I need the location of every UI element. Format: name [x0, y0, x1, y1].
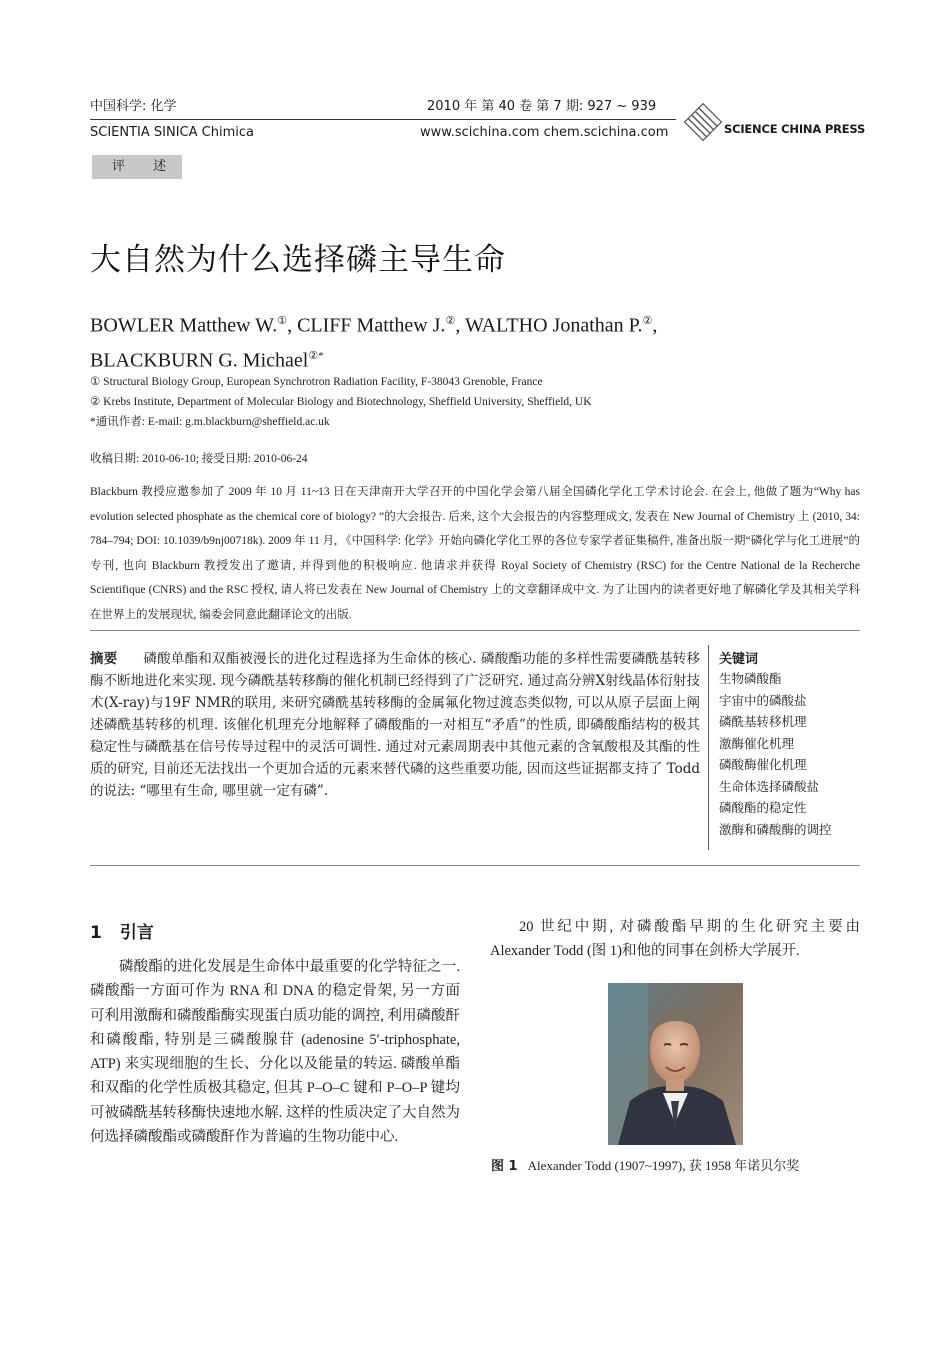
abstract-divider: [708, 645, 709, 850]
author-name: , WALTHO Jonathan P.: [455, 314, 643, 337]
keyword-item: 生命体选择磷酸盐: [719, 778, 820, 794]
section-number: 1: [90, 923, 102, 943]
issue-info: 2010 年 第 40 卷 第 7 期: 927 ~ 939: [427, 99, 657, 114]
author-name: , CLIFF Matthew J.: [287, 314, 446, 337]
section-title: 引言: [119, 923, 154, 943]
author-affiliation-mark: ①: [277, 315, 288, 327]
keywords-title: 关键词: [719, 652, 759, 667]
abstract-label: 摘要: [90, 651, 118, 667]
figure-caption: [491, 1155, 799, 1174]
abstract: [90, 648, 700, 802]
article-title: 大自然为什么选择磷主导生命: [90, 242, 506, 278]
article-type-tag: 评 述: [92, 155, 182, 179]
keywords-list: [719, 668, 832, 840]
author-name: BOWLER Matthew W.: [90, 314, 278, 337]
header-rule: [90, 119, 676, 120]
diamond-logo-icon: [683, 102, 723, 142]
journal-websites: www.scichina.com chem.scichina.com: [420, 125, 669, 140]
keyword-item: 磷酰基转移机理: [719, 714, 807, 729]
keyword-item: 宇宙中的磷酸盐: [719, 692, 807, 708]
body-paragraph-left: 磷酸酯的进化发展是生命体中最重要的化学特征之一. 磷酸酯一方面可作为 RNA 和 DNA 的稳定骨架, 另一方面可利用激酶和磷酸酯酶实现蛋白质功能的调控, 利用磷酸酐和磷酸酯, 特别是三磷酸腺苷 (adenosine 5′-triphosphate, ATP) 来实现细胞的生长、分化以及能量的转运. 磷酸单酯和双酯的化学性质极其稳定, 但其 P–O–C 键和 P–O–P 键均可被磷酰基转移酶快速地水解. 这样的性质决定了大自然为何选择磷酸酯或磷酸酐作为普遍的生物功能中心.: [90, 959, 460, 1146]
keyword-item: 生物磷酸酯: [719, 671, 782, 686]
keyword-item: 磷酸酶催化机理: [719, 757, 807, 772]
publisher-name: SCIENCE CHINA PRESS: [724, 122, 866, 136]
body-paragraph-right: 20 世纪中期, 对磷酸酯早期的生化研究主要由 Alexander Todd (图 1)和他的同事在剑桥大学展开.: [490, 919, 860, 960]
received-dates: 收稿日期: 2010-06-10; 接受日期: 2010-06-24: [90, 453, 308, 465]
figure-caption-text: Alexander Todd (1907~1997), 获 1958 年诺贝尔奖: [527, 1158, 800, 1173]
author-affiliation-mark: ②: [445, 315, 456, 327]
abstract-text: 磷酸单酯和双酯被漫长的进化过程选择为生命体的核心. 磷酸酯功能的多样性需要磷酰基转移酶不断地进化来实现. 现今磷酰基转移酶的催化机制已经得到了广泛研究. 通过高分辨X射线晶体衍射技术(X-ray)与19F NMR的联用, 来研究磷酰基转移酶的金属氟化物过渡态类似物, 可以从原子层面上阐述磷酰基转移的机理. 该催化机理充分地解释了磷酸酯的一对相互“矛盾”的性质, 即磷酸酯结构的极其稳定性与磷酰基在信号传导过程中的灵活可调性. 通过对元素周期表中其他元素的含氧酸根及其酯的性质的研究, 目前还无法找出一个更加合适的元素来替代磷的这些重要功能, 因而这些证据都支持了 Todd 的说法: “哪里有生命, 哪里就一定有磷”.: [90, 651, 700, 799]
author-name: BLACKBURN G. Michael: [90, 349, 309, 372]
portrait-photo: [608, 983, 743, 1145]
keyword-item: 磷酸酯的稳定性: [719, 800, 807, 815]
keyword-item: 激酶和磷酸酶的调控: [719, 821, 832, 837]
author-separator: ,: [652, 314, 658, 337]
journal-name-en: SCIENTIA SINICA Chimica: [90, 125, 254, 140]
keyword-item: 激酶催化机理: [719, 735, 795, 751]
author-affiliation-mark: ②: [642, 315, 653, 327]
author-list: [90, 306, 790, 375]
corresponding-author: *通讯作者: E-mail: g.m.blackburn@sheffield.ac.uk: [90, 416, 330, 428]
abstract-top-rule: [90, 630, 860, 631]
abstract-bottom-rule: [90, 865, 860, 866]
journal-name-cn: 中国科学: 化学: [90, 99, 177, 114]
author-affiliation-mark: ②*: [308, 349, 324, 362]
figure-label: 图 1: [491, 1159, 518, 1174]
editor-note: Blackburn 教授应邀参加了 2009 年 10 月 11~13 日在天津南开大学召开的中国化学会第八届全国磷化学化工学术讨论会. 在会上, 他做了题为“Why has evolution selected phosphate as the chemical core of biology? ”的大会报告. 后来, 这个大会报告的内容整理成文, 发表在 New Journal of Chemistry 上 (2010, 34: 784–794; DOI: 10.1039/b9nj00718k). 2009 年 11 月, 《中国科学: 化学》开始向磷化学化工界的各位专家学者征集稿件, 准备出版一期“磷化学与化工进展”的专刊, 也向 Blackburn 教授发出了邀请, 并得到他的积极响应. 他请求并获得 Royal Society of Chemistry (RSC) for the Centre National de la Recherche Scientifique (CNRS) and the RSC 授权, 请人将已发表在 New Journal of Chemistry 上的文章翻译成中文. 为了让国内的读者更好地了解磷化学及其相关学科在世界上的发展现状, 编委会同意此翻译论文的出版.: [90, 486, 860, 621]
affiliation-1: ① Structural Biology Group, European Synchrotron Radiation Facility, F-38043 Grenoble, France: [90, 376, 543, 388]
affiliation-2: ② Krebs Institute, Department of Molecular Biology and Biotechnology, Sheffield University, Sheffield, UK: [90, 396, 592, 408]
section-heading: [90, 918, 154, 943]
publisher-logo: [683, 102, 723, 146]
portrait-image: [608, 983, 743, 1145]
